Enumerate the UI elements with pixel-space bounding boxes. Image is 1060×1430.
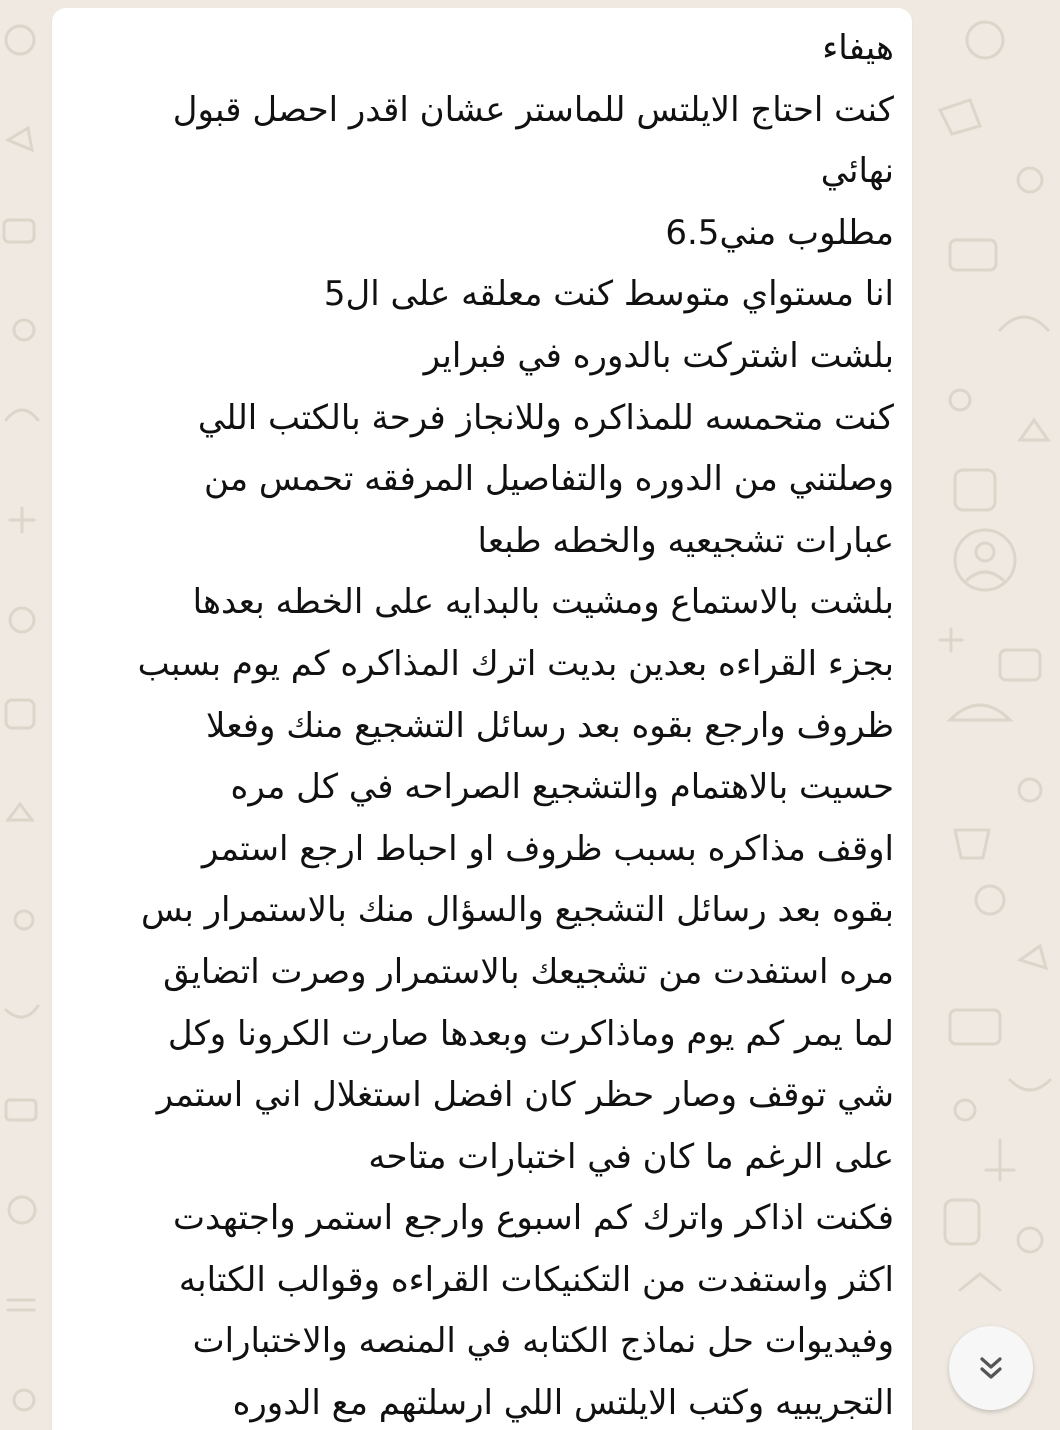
- message-text-line: بجزء القراءه بعدين بديت اترك المذاكره كم يوم بسبب: [137, 643, 894, 684]
- double-chevron-down-icon: [974, 1351, 1008, 1385]
- message-text-line: مره استفدت من تشجيعك بالاستمرار وصرت اتضايق: [163, 951, 894, 992]
- message-text-line: فكنت اذاكر واترك كم اسبوع وارجع استمر واجتهدت: [173, 1198, 894, 1239]
- message-bubble[interactable]: [52, 8, 912, 1430]
- message-text-line: كنت احتاج الايلتس للماستر عشان اقدر احصل قبول: [172, 89, 894, 130]
- message-text-line: اوقف مذاكره بسبب ظروف او احباط ارجع استمر: [201, 828, 894, 869]
- message-text-line: مطلوب مني6.5: [665, 212, 894, 253]
- message-text-line: وصلتني من الدوره والتفاصيل المرفقه تحمس من: [204, 459, 894, 500]
- message-text-line: بلشت اشتركت بالدوره في فبراير: [423, 335, 894, 376]
- message-text-line: لما يمر كم يوم وماذاكرت وبعدها صارت الكرونا وكل: [167, 1013, 894, 1054]
- message-text-line: حسيت بالاهتمام والتشجيع الصراحه في كل مره: [230, 767, 894, 808]
- sender-name: هيفاء: [822, 28, 894, 68]
- message-text-line: بقوه بعد رسائل التشجيع والسؤال منك بالاستمرار بس: [140, 890, 894, 931]
- message-text-line: عبارات تشجيعيه والخطه طبعا: [477, 520, 894, 561]
- message-text-line: التجريبيه وكتب الايلتس اللي ارسلتهم مع الدوره: [232, 1383, 894, 1424]
- message-text-line: نهائي: [820, 151, 894, 192]
- message-text-line: انا مستواي متوسط كنت معلقه على ال5: [323, 274, 894, 315]
- scroll-to-bottom-button[interactable]: [949, 1326, 1033, 1410]
- message-text-line: اكثر واستفدت من التكنيكات القراءه وقوالب الكتابه: [178, 1259, 894, 1300]
- message-text-line: وفيديوات حل نماذج الكتابه في المنصه والاختبارات: [192, 1321, 894, 1362]
- message-text-line: شي توقف وصار حظر كان افضل استغلال اني استمر: [156, 1075, 894, 1116]
- message-text-line: كنت متحمسه للمذاكره وللانجاز فرحة بالكتب اللي: [197, 397, 894, 438]
- message-text-line: بلشت بالاستماع ومشيت بالبدايه على الخطه بعدها: [192, 582, 894, 623]
- message-text-line: على الرغم ما كان في اختبارات متاحه: [368, 1136, 894, 1177]
- message-text-line: ظروف وارجع بقوه بعد رسائل التشجيع منك وفعلا: [206, 705, 894, 746]
